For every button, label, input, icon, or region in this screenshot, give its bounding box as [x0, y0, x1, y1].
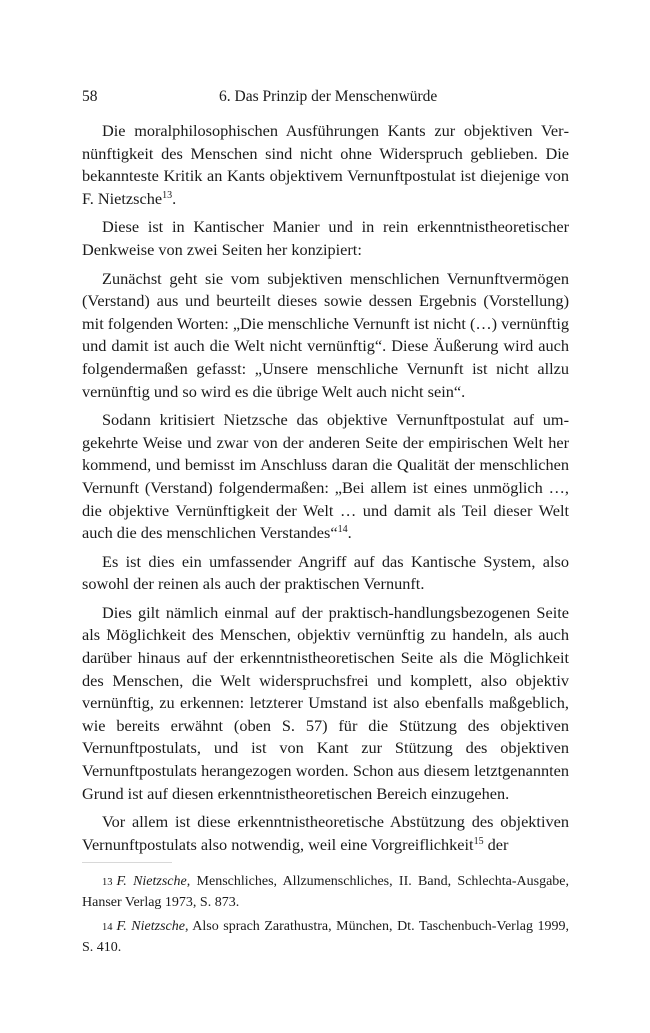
footnote-number: 13: [102, 877, 113, 888]
footnote-author: F. Nietzsche: [116, 919, 185, 934]
footnote-author: F. Nietzsche: [116, 874, 187, 889]
running-title: 6. Das Prinzip der Menschenwürde: [219, 88, 438, 105]
body-text: [82, 120, 569, 862]
footnote-number: 14: [102, 922, 113, 933]
footnote-marker[interactable]: 14: [337, 524, 348, 536]
paragraph: Vor allem ist diese erkenntnistheoretische Abstützung des objektiven Vernunftpostulats also notwendig, weil eine Vorgreiflichkeit$^{15}$ der: [82, 812, 569, 854]
paragraph: Es ist dies ein umfassender Angriff auf das Kantische System, also sowohl der reinen als auch der praktischen Vernunft.: [82, 551, 569, 594]
paragraph: Dies gilt nämlich einmal auf der praktisch-handlungsbezogenen Seite als Möglichkeit des Menschen, objektiv vernünftig zu handeln, als auch darüber hinaus auf der erkenntnistheoretischen Seite als die Möglichkeit des Menschen, die Welt widerspruchsfrei und komplett, also objektiv vernünftig, zu erkennen: letzterer Umstand ist also ebenfalls maßgeblich, wie bereits erwähnt (oben S. 57) für die Stützung des objektiven Vernunftpostulats, und ist von Kant zur Stützung des objektiven Vernunftpostulats herangezogen worden. Schon aus diesem letztgenannten Grund ist auf diesen erkenntnistheoretischen Bereich einzugehen.: [82, 602, 569, 803]
paragraph: Sodann kritisiert Nietzsche das objektive Vernunftpostulat auf umgekehrte Weise und zwar von der anderen Seite der empirischen Welt her kommend, und bemisst im Anschluss daran die Qualität der menschlichen Vernunft (Verstand) folgendermaßen: „Bei allem ist eines unmöglich …, die objektive Vernünftigkeit der Welt … und damit als Teil dieser Welt auch die des menschlichen Verstandes“$^{14}$.: [82, 410, 569, 543]
running-header: [82, 88, 569, 110]
footnote: 13 F. Nietzsche, Menschliches, Allzumenschliches, II. Band, Schlechta-Ausgabe, Hanser Verlag 1973, S. 873.: [82, 874, 569, 910]
page-number: 58: [82, 88, 98, 105]
footnote-separator: [82, 862, 172, 863]
footnote-marker[interactable]: 15: [473, 835, 484, 847]
paragraph: Die moralphilosophischen Ausführungen Kants zur objektiven Vernünftigkeit des Menschen sind nicht ohne Widerspruch geblieben. Die bekannteste Kritik an Kants objektivem Vernunftpostulat ist diejenige von F. Nietzsche$^{13}$.: [82, 121, 569, 208]
footnote: 14 F. Nietzsche, Also sprach Zarathustra, München, Dt. Taschenbuch-Verlag 1999, S. 410.: [82, 919, 569, 955]
paragraph: Diese ist in Kantischer Manier und in rein erkenntnistheoretischer Denkweise von zwei Seiten her konzipiert:: [82, 217, 569, 259]
footnote-marker[interactable]: 13: [162, 189, 173, 201]
footnotes: [82, 872, 569, 962]
paragraph: Zunächst geht sie vom subjektiven menschlichen Vernunftvermögen (Verstand) aus und beurteilt dieses sowie dessen Ergebnis (Vorstellung) mit folgenden Worten: „Die menschliche Vernunft ist nicht (…) vernünftig und damit ist auch die Welt nicht vernünftig“. Diese Äußerung wird auch folgendermaßen gefasst: „Unsere menschliche Vernunft ist nicht allzu vernünftig und so wird es die übrige Welt auch nicht sein“.: [82, 268, 569, 401]
